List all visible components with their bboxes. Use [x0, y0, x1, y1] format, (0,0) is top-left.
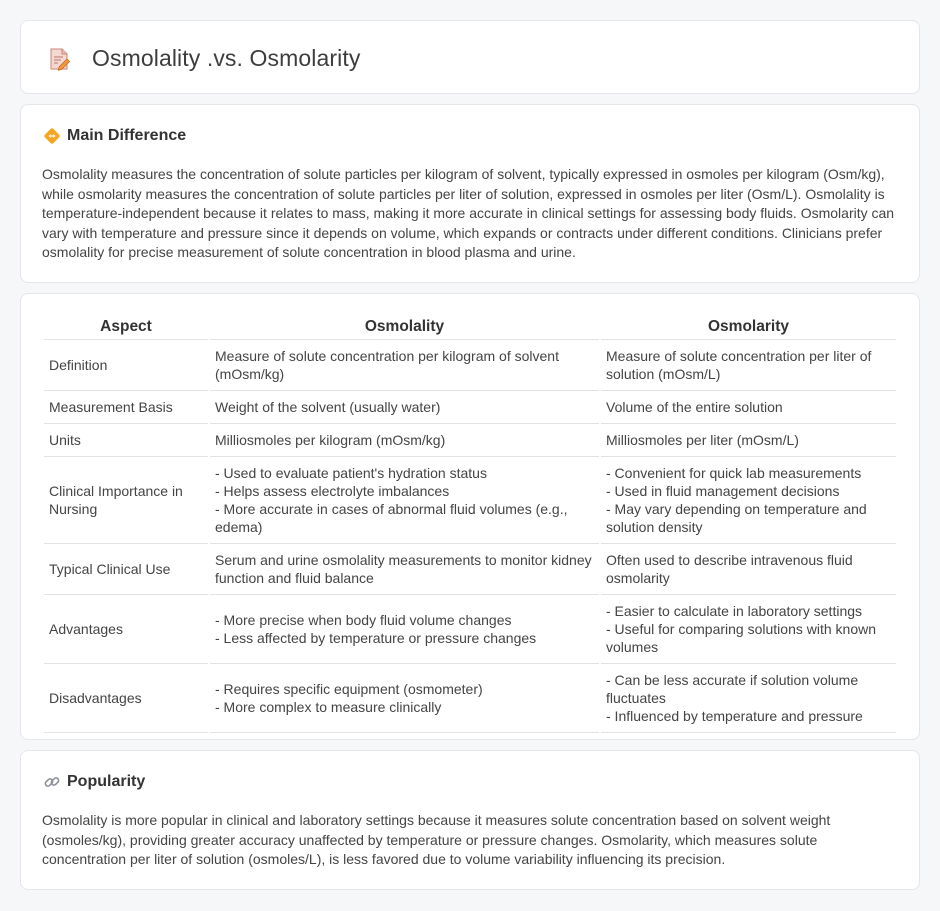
cell-osmolarity [601, 457, 896, 544]
cell-line: - Used to evaluate patient's hydration status [215, 465, 487, 481]
cell-line: Milliosmoles per kilogram (mOsm/kg) [215, 432, 446, 448]
cell-line: - Influenced by temperature and pressure [606, 708, 863, 724]
cell-line: - Useful for comparing solutions with known volumes [606, 621, 877, 655]
main-difference-text: Osmolality measures the concentration of solute particles per kilogram of solvent, typically expressed in osmoles per kilogram (Osm/kg), while osmolarity measures the concentration of solute particles per liter of solution, expressed in osmoles per liter (Osm/L). Osmolality is temperature-independent because it relates to mass, making it more accurate in clinical settings for assessing body fluids. Osmolarity can vary with temperature and pressure since it depends on volume, which expands or contracts under different conditions. Clinicians prefer osmolality for precise measurement of solute concentration in blood plasma and urine. [42, 166, 895, 261]
cell-line: - More precise when body fluid volume changes [215, 612, 512, 628]
section-title: Main Difference [67, 127, 187, 144]
table-row [44, 544, 896, 595]
cell-osmolarity [601, 424, 896, 457]
header-aspect: Aspect [44, 316, 208, 340]
table-header-row [44, 316, 896, 340]
cell-osmolality [210, 457, 599, 544]
table-row [44, 664, 896, 733]
cell-line: Weight of the solvent (usually water) [215, 399, 441, 415]
header-card [20, 20, 920, 94]
cell-line: - Convenient for quick lab measurements [606, 465, 862, 481]
cell-osmolality [210, 424, 599, 457]
cell-aspect: Units [44, 424, 208, 457]
table-row [44, 595, 896, 664]
page-title: Osmolality .vs. Osmolarity [92, 45, 361, 71]
cell-line: - Requires specific equipment (osmometer) [215, 681, 483, 697]
table-row [44, 391, 896, 424]
popularity-heading [43, 773, 145, 791]
comparison-card [20, 293, 920, 740]
cell-osmolarity [601, 340, 896, 391]
comparison-table [42, 316, 898, 733]
cell-line: - May vary depending on temperature and solution density [606, 501, 867, 535]
cell-line: - Helps assess electrolyte imbalances [215, 483, 450, 499]
cell-osmolality [210, 391, 599, 424]
cell-line: Milliosmoles per liter (mOsm/L) [606, 432, 799, 448]
table-row [44, 457, 896, 544]
main-difference-card [20, 104, 920, 283]
cell-aspect: Disadvantages [44, 664, 208, 733]
section-title: Popularity [67, 773, 146, 790]
cell-aspect: Measurement Basis [44, 391, 208, 424]
cell-osmolality [210, 664, 599, 733]
link-icon [43, 773, 61, 791]
cell-line: Volume of the entire solution [606, 399, 783, 415]
popularity-card [20, 750, 920, 890]
popularity-text: Osmolality is more popular in clinical and laboratory settings because it measures solute concentration based on solvent weight (osmoles/kg), providing greater accuracy unaffected by temperature or pressure changes. Osmolarity, which measures solute concentration per liter of solution (osmoles/L), is less favored due to volume variability influencing its precision. [42, 812, 831, 868]
cell-line: - Used in fluid management decisions [606, 483, 840, 499]
cell-line: - More complex to measure clinically [215, 699, 442, 715]
diamond-arrows-icon [43, 127, 61, 145]
cell-aspect: Definition [44, 340, 208, 391]
cell-osmolarity [601, 664, 896, 733]
cell-line: - Easier to calculate in laboratory settings [606, 603, 863, 619]
cell-line: - More accurate in cases of abnormal fluid volumes (e.g., edema) [215, 501, 568, 535]
cell-aspect: Clinical Importance in Nursing [44, 457, 208, 544]
cell-osmolarity [601, 544, 896, 595]
main-difference-heading [43, 127, 186, 145]
cell-line: - Less affected by temperature or pressure changes [215, 630, 537, 646]
document-edit-icon [46, 46, 72, 72]
cell-aspect: Advantages [44, 595, 208, 664]
cell-osmolarity [601, 595, 896, 664]
cell-aspect: Typical Clinical Use [44, 544, 208, 595]
cell-line: - Can be less accurate if solution volume fluctuates [606, 672, 859, 706]
cell-line: Measure of solute concentration per liter of solution (mOsm/L) [606, 348, 872, 382]
header-osmolarity: Osmolarity [601, 316, 896, 340]
cell-osmolarity [601, 391, 896, 424]
cell-osmolality [210, 544, 599, 595]
table-row [44, 424, 896, 457]
cell-line: Often used to describe intravenous fluid osmolarity [606, 552, 853, 586]
cell-line: Measure of solute concentration per kilogram of solvent (mOsm/kg) [215, 348, 559, 382]
cell-line: Serum and urine osmolality measurements to monitor kidney function and fluid balance [215, 552, 592, 586]
cell-osmolality [210, 595, 599, 664]
table-row [44, 340, 896, 391]
cell-osmolality [210, 340, 599, 391]
header-osmolality: Osmolality [210, 316, 599, 340]
